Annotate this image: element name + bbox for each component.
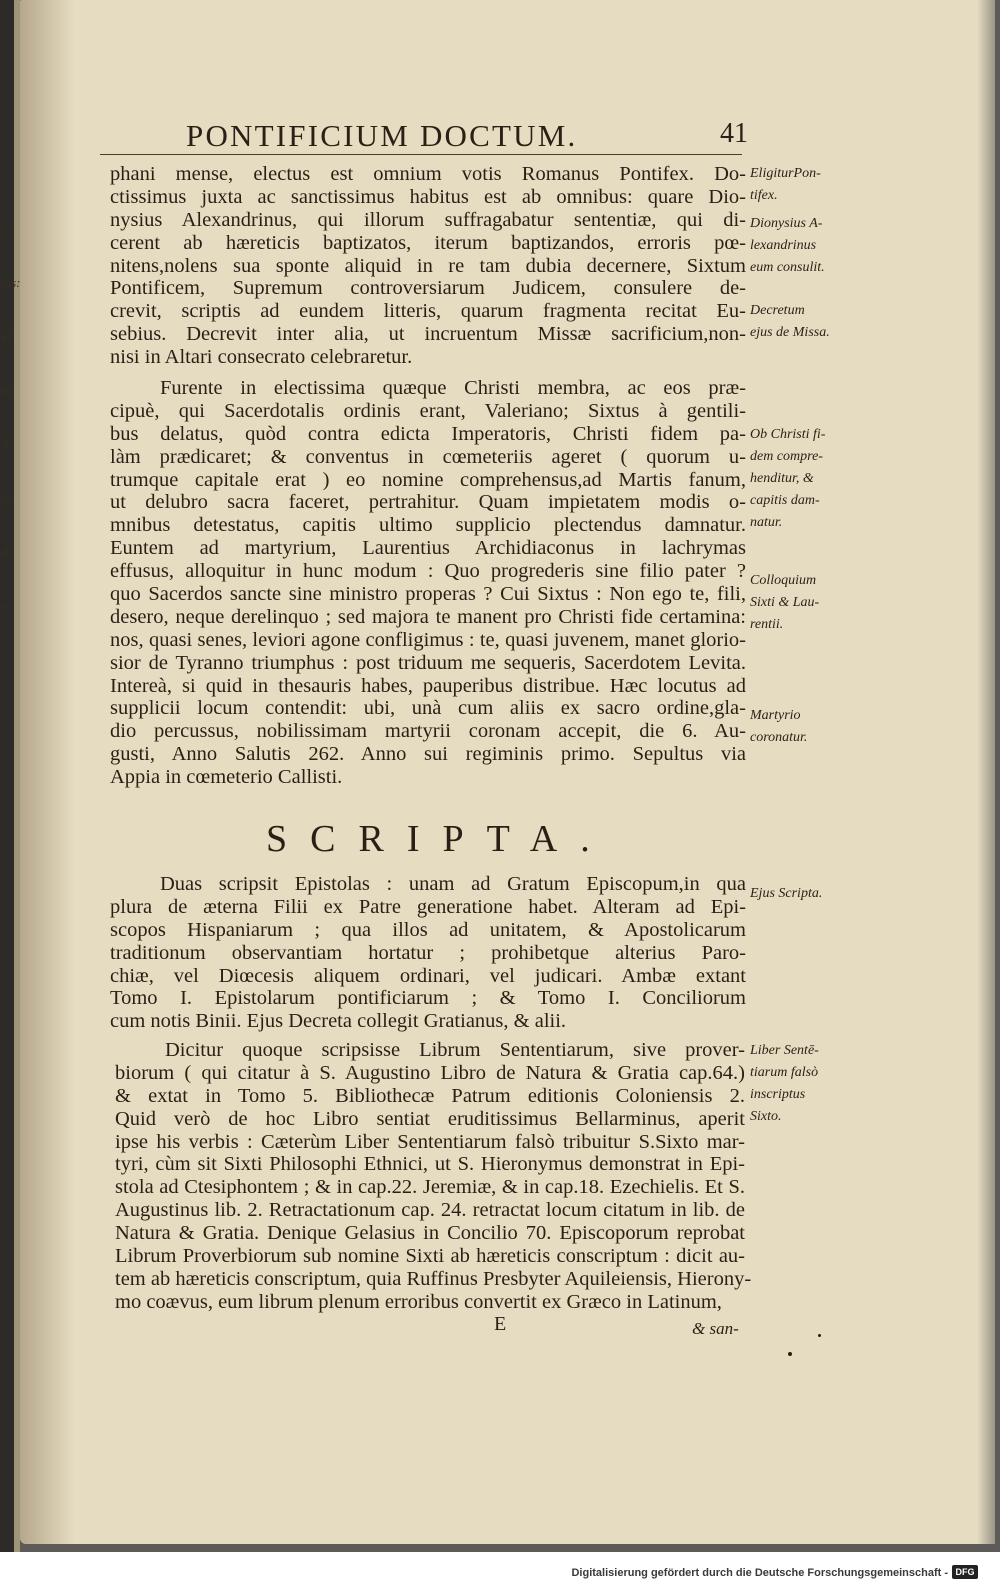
text-line: & extat in Tomo 5. Bibliothecæ Patrum editionis Coloniensis 2. xyxy=(115,1084,745,1107)
facing-page-fragment xyxy=(1,566,21,593)
text-line: chiæ, vel Diœcesis aliquem ordinari, vel judicari. Ambæ extant xyxy=(110,964,746,987)
facing-page-fragment: 0- xyxy=(1,383,12,398)
margin-note-line: Colloquium xyxy=(750,573,817,588)
facing-page-fragment: ul xyxy=(1,329,12,344)
facing-page-fragment: ι xyxy=(1,221,5,236)
text-line: làm prædicaret; & conventus in cœmeteriis ageret ( quorum u- xyxy=(110,445,746,468)
facing-page-fragment: ii- xyxy=(1,491,13,506)
text-line: Furente in electissima quæque Christi membra, ac eos præ- xyxy=(160,377,746,399)
margin-note-line: coronatur. xyxy=(750,730,808,745)
text-line: Quid verò de hoc Libro sentiat eruditissimus Bellarminus, aperit xyxy=(115,1107,745,1130)
margin-note-line: henditur, & xyxy=(750,471,814,486)
text-line: nisi in Altari consecrato celebraretur. xyxy=(110,346,413,369)
margin-note-line: lexandrinus xyxy=(750,238,817,253)
facing-page-fragment: d xyxy=(1,545,8,560)
facing-page-fragment xyxy=(1,404,21,431)
text-line: traditionum observantiam hortatur ; prohibetque alterius Paro- xyxy=(110,941,746,964)
margin-note-arrest xyxy=(750,424,860,534)
text-line: mo coævus, eum librum plenum erroribus convertit ex Græco in Latinum, xyxy=(115,1290,722,1313)
margin-note-line: dem compre- xyxy=(750,449,823,464)
margin-note-line: Sixto. xyxy=(750,1109,782,1124)
margin-note-line: tiarum falsò xyxy=(750,1065,819,1080)
facing-page-fragment xyxy=(1,458,21,485)
section-title: SCRIPTA. xyxy=(266,818,613,860)
footer-credit: Digitalisierung gefördert durch die Deutsche Forschungsgemeinschaft - xyxy=(571,1567,948,1579)
text-line: Pontificem, Supremum controversiarum Judicem, consulere de- xyxy=(110,277,746,300)
facing-page-fragment: e xyxy=(1,599,7,614)
margin-note-line: EligiturPon- xyxy=(750,166,821,181)
text-line: mnibus detestatus, capitis ultimo supplicio plectendus damnatur. xyxy=(110,514,746,537)
margin-note-line: Sixti & Lau- xyxy=(750,595,820,610)
text-line: stola ad Ctesiphontem ; & in cap.22. Jeremiæ, & in cap.18. Ezechielis. Et S. xyxy=(115,1176,745,1199)
margin-note-dialogue xyxy=(750,570,860,636)
facing-page-fragment xyxy=(1,350,21,377)
margin-note-line: Ejus Scripta. xyxy=(750,886,823,901)
facing-page-fragment xyxy=(1,296,21,323)
margin-note-line: Decretum xyxy=(750,303,805,318)
margin-note-decree xyxy=(750,300,860,344)
text-line: Duas scripsit Epistolas : unam ad Gratum Episcopum,in qua xyxy=(160,873,746,895)
text-line: nos, quasi senes, leviori agone confligimus : te, quasi juvenem, manet glorio- xyxy=(110,628,746,651)
text-line: ipse his verbis : Cæterùm Liber Sententiarum falsò tribuitur S.Sixto mar- xyxy=(115,1130,745,1153)
margin-note-line: ejus de Missa. xyxy=(750,325,830,340)
paragraph-sentences xyxy=(115,1039,752,1314)
margin-note-line: Liber Sentē- xyxy=(750,1043,819,1058)
text-line: Appia in cœmeterio Callisti. xyxy=(110,766,343,789)
margin-note-dionysius xyxy=(750,213,860,279)
page-number: 41 xyxy=(720,118,748,149)
dfg-logo: DFG xyxy=(952,1565,978,1579)
margin-note-elected xyxy=(750,163,860,207)
gutter-shadow xyxy=(20,0,75,1544)
margin-note-martyrdom xyxy=(750,705,860,749)
text-line: ctissimus juxta ac sanctissimus habitus est ab omnibus: quare Dio- xyxy=(110,185,746,208)
facing-page-fragment xyxy=(1,512,21,539)
text-line: Tomo I. Epistolarum pontificiarum ; & Tomo I. Conciliorum xyxy=(110,987,746,1010)
text-line: tem ab hæreticis conscriptum, quia Ruffinus Presbyter Aquileiensis, Hierony- xyxy=(115,1267,752,1290)
text-line: desero, neque derelinquo ; sed majora te manent pro Christi fide certamina: xyxy=(110,605,746,628)
margin-note-line: natur. xyxy=(750,515,783,530)
facing-page-fragment: d xyxy=(1,437,8,452)
text-line: bus delatus, quòd contra edicta Imperatoris, Christi fidem pa- xyxy=(110,422,746,445)
margin-note-writings xyxy=(750,883,860,905)
text-line: cum notis Binii. Ejus Decreta collegit Gratianus, & alii. xyxy=(110,1010,567,1033)
text-line: Natura & Gratia. Denique Gelasius in Concilio 70. Episcoporum reprobat xyxy=(115,1222,745,1245)
margin-note-line: tifex. xyxy=(750,188,778,203)
paragraph-election xyxy=(110,163,746,369)
text-line: phani mense, electus est omnium votis Romanus Pontifex. Do- xyxy=(110,163,746,185)
running-head: PONTIFICIUM DOCTUM. xyxy=(186,118,578,153)
text-line: plura de æterna Filii ex Patre generatione habet. Alteram ad Epi- xyxy=(110,895,746,918)
text-line: crevit, scriptis ad eundem litteris, quarum fragmenta recitat Eu- xyxy=(110,300,746,323)
text-line: Euntem ad martyrium, Laurentius Archidiaconus in lachrymas xyxy=(110,537,746,560)
margin-note-line: Dionysius A- xyxy=(750,216,823,231)
text-line: cipuè, qui Sacerdotalis ordinis erant, Valeriano; Sixtus à gentili- xyxy=(110,399,746,422)
ink-spot xyxy=(818,1334,821,1337)
text-line: biorum ( qui citatur à S. Augustino Libro de Natura & Gratia cap.64.) xyxy=(115,1061,745,1084)
catchword: & san- xyxy=(692,1319,739,1338)
paragraph-epistles xyxy=(110,873,746,1033)
text-line: Augustinus lib. 2. Retractationum cap. 24. retractat locum citatum in lib. de xyxy=(115,1199,745,1222)
text-line: sebius. Decrevit inter alia, ut incruentum Missæ sacrificium,non- xyxy=(110,323,746,346)
facing-page-fragment xyxy=(1,242,21,269)
text-line: tyri, cùm sit Sixti Philosophi Ethnici, ut S. Hieronymus demonstrat in Epi- xyxy=(115,1153,745,1176)
text-line: Dicitur quoque scripsisse Librum Sententiarum, sive prover- xyxy=(165,1039,745,1061)
text-line: trumque capitale erat ) eo nomine comprehensus,ad Martis fanum, xyxy=(110,468,746,491)
facing-page-fragment: ius: xyxy=(1,275,21,290)
text-line: scopos Hispaniarum ; qua illos ad unitatem, & Apostolicarum xyxy=(110,918,746,941)
text-line: nitens,nolens sua sponte aliquid in re tam dubia decernere, Sixtum xyxy=(110,254,746,277)
margin-note-line: inscriptus xyxy=(750,1087,806,1102)
paragraph-martyrdom xyxy=(110,377,746,789)
margin-note-line: capitis dam- xyxy=(750,493,820,508)
text-line: effusus, alloquitur in hunc modum : Quo progrederis sine filio pater ? xyxy=(110,560,746,583)
page-edge-shadow xyxy=(977,0,995,1544)
text-line: cerent ab hæreticis baptizatos, iterum baptizandos, erroris pœ- xyxy=(110,231,746,254)
text-line: supplicii locum contendit: ubi, unà cum aliis ex sacro ordine,gla- xyxy=(110,697,746,720)
text-line: Intereà, si quid in thesauris habes, pauperibus distribue. Hæc locutus ad xyxy=(110,674,746,697)
text-line: Librum Proverbiorum sub nomine Sixti ab hæreticis conscriptum : dicit au- xyxy=(115,1245,745,1268)
margin-note-line: rentii. xyxy=(750,617,784,632)
margin-note-line: Ob Christi fi- xyxy=(750,427,826,442)
text-line: dio percussus, nobilissimam martyrii coronam accepit, die 6. Au- xyxy=(110,720,746,743)
ink-spot xyxy=(788,1352,792,1356)
text-line: ut delubro sacra faceret, pertrahitur. Quam impietatem modis o- xyxy=(110,491,746,514)
signature-mark: E xyxy=(494,1313,507,1335)
margin-note-line: eum consulit. xyxy=(750,260,825,275)
facing-page-fragments xyxy=(1,215,21,620)
text-line: gusti, Anno Salutis 262. Anno sui regiminis primo. Sepultus via xyxy=(110,743,746,766)
margin-note-line: Martyrio xyxy=(750,708,801,723)
text-line: quo Sacerdos sancte sine ministro properas ? Cui Sixtus : Non ego te, fili, xyxy=(110,583,746,606)
head-rule xyxy=(100,154,742,155)
text-line: nysius Alexandrinus, qui illorum suffragabatur sententiæ, qui di- xyxy=(110,208,746,231)
margin-note-liber-sententiarum xyxy=(750,1040,860,1128)
text-line: sior de Tyranno triumphus : post triduum me sequeris, Sacerdotem Levita. xyxy=(110,651,746,674)
